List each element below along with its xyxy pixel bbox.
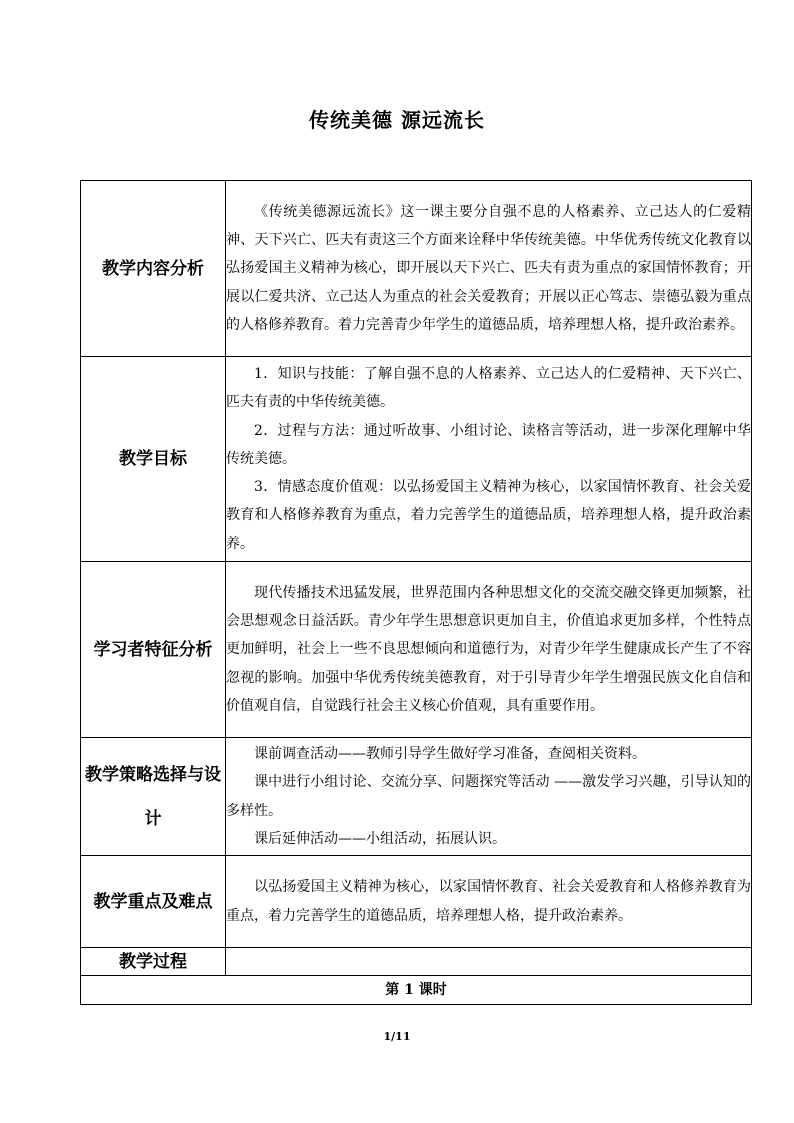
strategy-item: 课前调查活动——教师引导学生做好学习准备，查阅相关资料。: [254, 745, 646, 762]
row-label-learner-analysis: 学习者特征分析: [81, 562, 226, 738]
learner-analysis-cell: [226, 562, 752, 738]
row-label-key-points: 教学重点及难点: [81, 856, 226, 948]
key-points-text: 以弘扬爱国主义精神为核心，以家国情怀教育、社会关爱教育和人格修养教育为重点，着力完善学生的道德品质，培养理想人格，提升政治素养。: [226, 879, 751, 924]
table-row: [81, 976, 752, 1005]
content-analysis-text: 《传统美德源远流长》这一课主要分自强不息的人格素养、立己达人的仁爱精神、天下兴亡、匹夫有责这三个方面来诠释中华传统美德。中华优秀传统文化教育以弘扬爱国主义精神为核心，即开展以天下兴亡、匹夫有责为重点的家国情怀教育；开展以仁爱共济、立己达人为重点的社会关爱教育；开展以正心笃志、崇德弘毅为重点的人格修养教育。着力完善青少年学生的道德品质，培养理想人格，提升政治素养。: [226, 203, 751, 333]
strategy-cell: [226, 738, 752, 856]
content-analysis-cell: [226, 181, 752, 357]
document-title: 传统美德 源远流长: [309, 108, 485, 132]
table-row: [81, 562, 752, 738]
lesson-heading: 第 1 课时: [81, 976, 752, 1005]
strategy-item: 课中进行小组讨论、交流分享、问题探究等活动 ——激发学习兴趣，引导认知的多样性。: [226, 774, 751, 819]
table-row: [81, 856, 752, 948]
table-row: [81, 181, 752, 357]
key-points-cell: [226, 856, 752, 948]
learner-analysis-text: 现代传播技术迅猛发展，世界范围内各种思想文化的交流交融交锋更加频繁，社会思想观念日益活跃。青少年学生思想意识更加自主，价值追求更加多样，个性特点更加鲜明，社会上一些不良思想倾向和道德行为，对青少年学生健康成长产生了不容忽视的影响。加强中华优秀传统美德教育，对于引导青少年学生增强民族文化自信和价值观自信，自觉践行社会主义核心价值观，具有重要作用。: [226, 584, 751, 714]
row-label-strategy: 教学策略选择与设计: [81, 738, 226, 856]
row-label-process: 教学过程: [81, 948, 226, 976]
process-cell: [226, 948, 752, 976]
lesson-plan-table: [80, 180, 752, 1005]
strategy-item: 课后延伸活动——小组活动，拓展认识。: [254, 830, 506, 847]
objective-item: 2．过程与方法：通过听故事、小组讨论、读格言等活动，进一步深化理解中华传统美德。: [226, 422, 751, 467]
table-row: [81, 738, 752, 856]
objective-item: 3．情感态度价值观：以弘扬爱国主义精神为核心，以家国情怀教育、社会关爱教育和人格修养教育为重点，着力完善学生的道德品质，培养理想人格，提升政治素养。: [226, 479, 751, 552]
row-label-objectives: 教学目标: [81, 357, 226, 562]
objective-item: 1．知识与技能：了解自强不息的人格素养、立己达人的仁爱精神、天下兴亡、匹夫有责的中华传统美德。: [226, 365, 751, 411]
table-row: [81, 948, 752, 976]
page-number: 1/11: [383, 1030, 411, 1043]
table-row: [81, 357, 752, 562]
row-label-content-analysis: 教学内容分析: [81, 181, 226, 357]
objectives-cell: [226, 357, 752, 562]
